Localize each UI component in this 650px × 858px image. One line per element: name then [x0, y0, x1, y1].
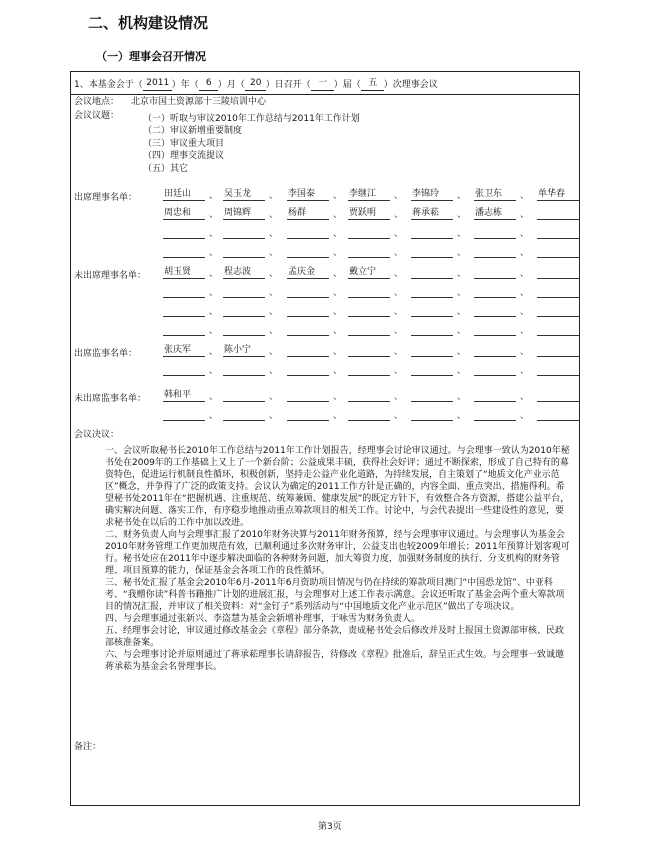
meeting-year: 2011 — [143, 78, 172, 91]
name-slot — [223, 323, 265, 336]
name-slot — [348, 363, 390, 376]
name-slot — [163, 323, 205, 336]
name-slot — [537, 344, 579, 357]
name-slot — [223, 188, 265, 201]
name-slot — [411, 323, 453, 336]
name-separator: 、 — [209, 288, 219, 298]
name-slot — [348, 344, 390, 357]
name-slot — [474, 188, 516, 201]
name-slot — [348, 323, 390, 336]
name-separator: 、 — [209, 366, 219, 376]
name-slot — [348, 226, 390, 239]
name-slot — [537, 363, 579, 376]
name-separator: 、 — [520, 229, 530, 239]
name-slot — [474, 408, 516, 421]
name-slot — [287, 304, 329, 317]
name-separator: 、 — [457, 366, 467, 376]
name-separator: 、 — [394, 191, 404, 201]
name-slot — [474, 266, 516, 279]
name-separator: 、 — [520, 392, 530, 402]
person-name: 韩和平 — [164, 390, 192, 401]
name-slot — [287, 323, 329, 336]
name-separator: 、 — [394, 210, 404, 220]
person-name: 吴玉龙 — [224, 189, 252, 200]
person-name: 杨群 — [288, 208, 307, 219]
attending-directors-label: 出席理事名单： — [74, 193, 138, 203]
name-slot — [537, 266, 579, 279]
name-separator: 、 — [520, 191, 530, 201]
name-separator: 、 — [333, 411, 343, 421]
name-separator: 、 — [394, 411, 404, 421]
name-slot — [411, 285, 453, 298]
name-slot — [474, 323, 516, 336]
meeting-day-suffix: ）日召开（ — [265, 80, 311, 91]
page-number: 第3页 — [318, 822, 342, 832]
name-separator: 、 — [269, 229, 279, 239]
person-name: 李继江 — [349, 189, 377, 200]
name-slot — [223, 285, 265, 298]
name-separator: 、 — [269, 191, 279, 201]
name-separator: 、 — [457, 392, 467, 402]
meeting-year-suffix: ）年（ — [171, 80, 199, 91]
name-slot — [163, 266, 205, 279]
name-slot — [223, 245, 265, 258]
name-slot — [223, 266, 265, 279]
name-slot — [474, 207, 516, 220]
name-slot — [223, 408, 265, 421]
name-slot — [411, 408, 453, 421]
name-slot — [537, 389, 579, 402]
name-separator: 、 — [333, 210, 343, 220]
absent-directors-label: 未出席理事名单： — [74, 271, 147, 281]
name-separator: 、 — [457, 307, 467, 317]
person-name: 陈小宁 — [224, 345, 252, 356]
name-separator: 、 — [457, 288, 467, 298]
name-separator: 、 — [457, 411, 467, 421]
name-separator: 、 — [333, 248, 343, 258]
name-slot — [537, 323, 579, 336]
name-separator: 、 — [333, 288, 343, 298]
name-slot — [287, 408, 329, 421]
name-separator: 、 — [457, 210, 467, 220]
name-slot — [474, 363, 516, 376]
meeting-session-suffix: ）届（ — [333, 80, 361, 91]
meeting-day: 20 — [245, 78, 266, 91]
name-separator: 、 — [333, 229, 343, 239]
person-name: 潘志栋 — [475, 208, 503, 219]
name-separator: 、 — [457, 269, 467, 279]
location-label: 会议地点： — [74, 97, 120, 107]
name-separator: 、 — [209, 210, 219, 220]
name-slot — [348, 207, 390, 220]
name-separator: 、 — [394, 392, 404, 402]
resolutions-label: 会议决议： — [74, 430, 120, 440]
name-slot — [287, 389, 329, 402]
name-separator: 、 — [209, 326, 219, 336]
person-name: 戴立宁 — [349, 267, 377, 278]
name-slot — [474, 285, 516, 298]
section-heading: 二、机构建设情况 — [88, 14, 209, 32]
location-row — [74, 97, 266, 108]
name-slot — [163, 226, 205, 239]
name-separator: 、 — [457, 248, 467, 258]
person-name: 张庆军 — [164, 345, 192, 356]
name-separator: 、 — [269, 392, 279, 402]
name-slot — [411, 245, 453, 258]
name-slot — [474, 344, 516, 357]
name-separator: 、 — [333, 326, 343, 336]
agenda-label: 会议议题： — [74, 111, 120, 121]
name-slot — [223, 304, 265, 317]
name-separator: 、 — [209, 269, 219, 279]
agenda-item: （二）审议新增重要制度 — [143, 126, 243, 137]
meeting-date-line — [74, 78, 438, 91]
agenda-list — [143, 113, 360, 175]
name-slot — [411, 389, 453, 402]
agenda-item: （三）审议重大项目 — [143, 138, 225, 149]
name-slot — [474, 304, 516, 317]
name-separator: 、 — [269, 366, 279, 376]
remarks-label: 备注： — [74, 742, 102, 752]
name-slot — [411, 266, 453, 279]
name-slot — [411, 304, 453, 317]
meeting-number: 五 — [361, 78, 384, 91]
name-slot — [163, 344, 205, 357]
agenda-item: （五）其它 — [143, 163, 189, 174]
resolution-paragraph: 六、与会理事讨论并原则通过了蒋承菘理事长请辞报告，待修改《章程》批准后，辞呈正式生效。与会理事一致诚邀蒋承菘为基金会名誉理事长。 — [105, 650, 565, 672]
name-separator: 、 — [520, 366, 530, 376]
meeting-number-suffix: ）次理事会议 — [383, 80, 438, 91]
name-slot — [163, 408, 205, 421]
person-name: 胡玉贤 — [164, 267, 192, 278]
name-slot — [348, 245, 390, 258]
name-separator: 、 — [457, 191, 467, 201]
name-separator: 、 — [394, 229, 404, 239]
attending-supervisors-label: 出席监事名单： — [74, 349, 138, 359]
absent-supervisors-label: 未出席监事名单： — [74, 394, 147, 404]
name-slot — [287, 188, 329, 201]
meeting-prefix: 1、本基金会于（ — [74, 80, 143, 91]
name-slot — [474, 226, 516, 239]
name-separator: 、 — [457, 229, 467, 239]
name-slot — [287, 226, 329, 239]
name-slot — [348, 188, 390, 201]
name-separator: 、 — [269, 210, 279, 220]
name-slot — [287, 344, 329, 357]
agenda-item: （一）听取与审议2010年工作总结与2011年工作计划 — [143, 114, 360, 124]
name-separator: 、 — [394, 307, 404, 317]
name-slot — [537, 285, 579, 298]
name-separator: 、 — [333, 347, 343, 357]
name-separator: 、 — [333, 366, 343, 376]
name-separator: 、 — [209, 307, 219, 317]
person-name: 程志波 — [224, 267, 252, 278]
name-separator: 、 — [520, 269, 530, 279]
name-separator: 、 — [520, 248, 530, 258]
name-slot — [348, 389, 390, 402]
resolutions-text — [105, 445, 570, 673]
name-separator: 、 — [269, 288, 279, 298]
name-slot — [537, 207, 579, 220]
name-slot — [348, 266, 390, 279]
name-separator: 、 — [333, 392, 343, 402]
name-slot — [163, 389, 205, 402]
person-name: 田廷山 — [164, 189, 192, 200]
name-slot — [474, 245, 516, 258]
name-slot — [411, 344, 453, 357]
name-separator: 、 — [520, 411, 530, 421]
person-name: 张卫东 — [475, 189, 503, 200]
resolution-paragraph: 五、经理事会讨论，审议通过修改基金会《章程》部分条款，责成秘书处会后修改并及时上报国土资源部审核、民政部核准备案。 — [105, 626, 565, 648]
name-separator: 、 — [269, 347, 279, 357]
name-slot — [537, 188, 579, 201]
resolution-paragraph: 三、秘书处汇报了基金会2010年6月-2011年6月资助项目情况与仍在持续的筹款项目澳门“中国恐龙馆”、中亚科考、“我赠你读”科普书籍推广计划的进展汇报，与会理事对上述工作表示满意。会议还听取了基金会两个重大筹款项目的情况汇报，并审议了相关资料：对“金钉子”系列活动与“中国地质文化产业示范区”做出了专项决议。 — [105, 578, 565, 612]
location-value: 北京市国土资源部十三陵培训中心 — [131, 97, 267, 107]
meeting-month-suffix: ）月（ — [217, 80, 245, 91]
name-slot — [287, 245, 329, 258]
name-separator: 、 — [394, 288, 404, 298]
name-separator: 、 — [394, 269, 404, 279]
name-slot — [287, 207, 329, 220]
name-separator: 、 — [209, 347, 219, 357]
name-slot — [163, 188, 205, 201]
person-name: 周锦辉 — [224, 208, 252, 219]
name-separator: 、 — [269, 269, 279, 279]
name-separator: 、 — [209, 392, 219, 402]
name-slot — [537, 408, 579, 421]
name-slot — [287, 285, 329, 298]
name-slot — [223, 363, 265, 376]
name-slot — [223, 207, 265, 220]
name-slot — [537, 304, 579, 317]
name-separator: 、 — [520, 210, 530, 220]
meeting-form-box — [70, 71, 580, 806]
resolution-paragraph: 二、财务负责人向与会理事汇报了2010年财务决算与2011年财务预算，经与会理事审议通过。与会理事认为基金会2010年财务管理工作更加规范有效，已顺利通过多次财务审计，公益支出也较2009年增长；2011年预算计划客观可行。秘书处应在2011年中逐步解决面临的各种财务问题，加大筹资力度，加强财务制度的执行、分支机构的财务管理、项目预算的能力，保证基金会各项工作的良性循环。 — [105, 530, 570, 576]
name-slot — [163, 285, 205, 298]
name-separator: 、 — [333, 191, 343, 201]
name-slot — [411, 363, 453, 376]
name-separator: 、 — [394, 326, 404, 336]
name-slot — [163, 363, 205, 376]
person-name: 李国泰 — [288, 189, 316, 200]
name-separator: 、 — [520, 326, 530, 336]
agenda-item: （四）理事交流提议 — [143, 151, 225, 162]
name-separator: 、 — [457, 347, 467, 357]
name-separator: 、 — [269, 326, 279, 336]
name-separator: 、 — [394, 366, 404, 376]
name-separator: 、 — [209, 229, 219, 239]
name-slot — [348, 304, 390, 317]
resolution-paragraph: 一、会议听取秘书长2010年工作总结与2011年工作计划报告，经理事会讨论审议通过。与会理事一致认为2010年秘书处在2009年的工作基础上又上了一个新台阶；公益成果丰硕，获得社会好评；通过不断探索，形成了自己特有的募资特色，促进运行机制良性循环，积极创新，坚持走公益产业化道路，为持续发展，自主策划了“地质文化产业示范区”概念，并争得了广泛的政策支持。会议认为确定的2011工作方针是正确的，内容全面、重点突出、措施得利。希望秘书处2011年在“把握机遇、注重规范、统筹兼顾、健康发展”的既定方针下，有效整合各方资源，搭建公益平台，确实解决问题、落实工作，有序稳步地推动重点筹款项目的相关工作。讨论中，与会代表提出一些建设性的意见，要求秘书处在以后的工作中加以改进。 — [105, 446, 570, 528]
name-separator: 、 — [269, 248, 279, 258]
name-slot — [287, 266, 329, 279]
person-name: 孟庆金 — [288, 267, 316, 278]
name-slot — [348, 285, 390, 298]
name-slot — [223, 389, 265, 402]
person-name: 贾跃明 — [349, 208, 377, 219]
person-name: 单华春 — [538, 189, 566, 200]
name-slot — [223, 344, 265, 357]
meeting-session: 一 — [311, 78, 334, 91]
name-slot — [411, 226, 453, 239]
name-slot — [537, 245, 579, 258]
name-separator: 、 — [520, 307, 530, 317]
resolution-paragraph: 四、与会理事通过张新兴、李盗慧为基金会新增补理事，于咏雪为财务负责人。 — [105, 614, 421, 624]
name-slot — [411, 207, 453, 220]
name-slot — [163, 245, 205, 258]
name-separator: 、 — [520, 288, 530, 298]
name-separator: 、 — [269, 411, 279, 421]
name-separator: 、 — [457, 326, 467, 336]
name-slot — [348, 408, 390, 421]
name-slot — [537, 226, 579, 239]
name-slot — [287, 363, 329, 376]
name-separator: 、 — [209, 191, 219, 201]
name-separator: 、 — [333, 307, 343, 317]
name-slot — [163, 207, 205, 220]
name-separator: 、 — [209, 248, 219, 258]
person-name: 周忠和 — [164, 208, 192, 219]
form-divider — [70, 94, 580, 95]
name-separator: 、 — [269, 307, 279, 317]
person-name: 李锦玲 — [412, 189, 440, 200]
subsection-heading: （一）理事会召开情况 — [96, 50, 206, 63]
name-separator: 、 — [209, 411, 219, 421]
name-separator: 、 — [333, 269, 343, 279]
name-slot — [223, 226, 265, 239]
name-slot — [411, 188, 453, 201]
name-separator: 、 — [394, 347, 404, 357]
name-separator: 、 — [394, 248, 404, 258]
person-name: 蒋承菘 — [412, 208, 440, 219]
name-separator: 、 — [520, 347, 530, 357]
name-slot — [163, 304, 205, 317]
name-slot — [474, 389, 516, 402]
meeting-month: 6 — [199, 78, 218, 91]
